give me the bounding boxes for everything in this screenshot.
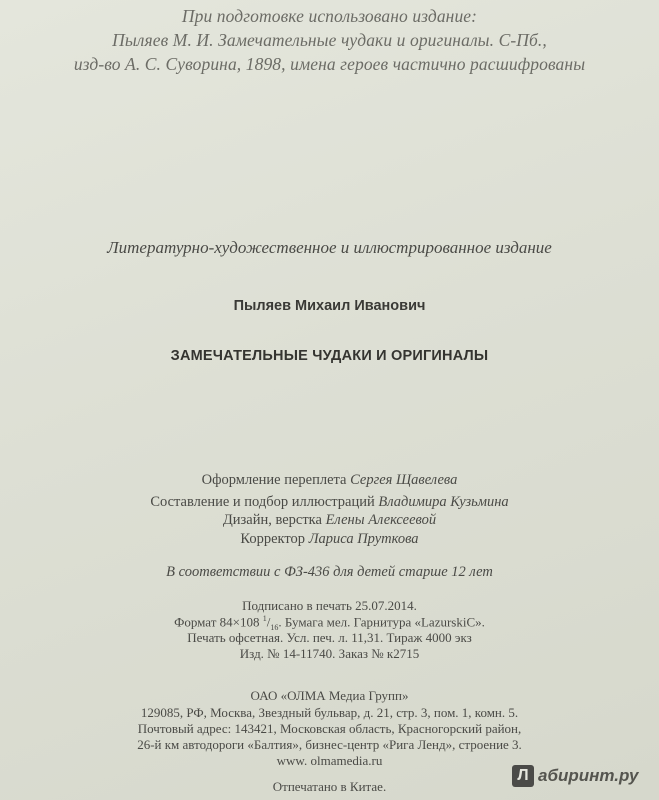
publisher-address2: Почтовый адрес: 143421, Московская область, Красногорский район, — [137, 721, 522, 736]
credit-person: Елены Алексеевой — [325, 512, 437, 528]
publisher-name: ОАО «ОЛМА Медиа Групп» — [250, 688, 409, 703]
credit-person: Сергея Щавелева — [350, 472, 458, 488]
author-name: Пыляев Михаил Иванович — [233, 298, 426, 314]
credit-illustrations — [0, 494, 659, 511]
format-prefix: Формат 84×108 — [174, 614, 263, 630]
imprint-order: Изд. № 14-11740. Заказ № к2715 — [239, 646, 420, 661]
imprint-format: Формат 84×108 $^1/_{16}$. Бумага мел. Гарнитура «LazurskiC». — [174, 614, 485, 632]
credit-person: Владимира Кузьмина — [378, 494, 509, 510]
credit-design — [0, 512, 659, 529]
credit-label: Дизайн, верстка — [222, 512, 326, 528]
credit-proofreader — [0, 531, 659, 548]
credit-label: Оформление переплета — [201, 472, 351, 488]
format-suffix: . Бумага мел. Гарнитура «LazurskiC». — [278, 614, 485, 630]
credit-label: Корректор — [240, 531, 309, 547]
credit-binding — [0, 472, 659, 489]
labirint-logo-icon: Л — [512, 765, 534, 787]
watermark-text: абиринт.ру — [538, 766, 639, 785]
format-denominator: 16 — [270, 622, 279, 632]
printed-in: Отпечатано в Китае. — [272, 779, 387, 794]
publisher-address3: 26-й км автодороги «Балтия», бизнес-центр «Рига Ленд», строение 3. — [137, 737, 522, 752]
edition-genre: Литературно-художественное и иллюстрированное издание — [107, 238, 552, 257]
imprint-print: Печать офсетная. Усл. печ. л. 11,31. Тираж 4000 экз — [187, 630, 472, 645]
imprint-signed: Подписано в печать 25.07.2014. — [242, 598, 417, 613]
watermark — [512, 764, 652, 788]
source-note-line3: изд-во А. С. Суворина, 1898, имена героев частично расшифрованы — [73, 54, 586, 74]
publisher-website: www. olmamedia.ru — [276, 753, 383, 768]
book-title: ЗАМЕЧАТЕЛЬНЫЕ ЧУДАКИ И ОРИГИНАЛЫ — [170, 348, 489, 364]
credit-person: Лариса Пруткова — [308, 531, 419, 547]
age-restriction-notice: В соответствии с ФЗ-436 для детей старше 12 лет — [166, 564, 493, 580]
source-note-line1: При подготовке использовано издание: — [181, 6, 478, 26]
format-numerator: 1 — [262, 614, 267, 623]
source-note-line2: Пыляев М. И. Замечательные чудаки и оригиналы. С-Пб., — [112, 30, 547, 50]
credit-label: Составление и подбор иллюстраций — [150, 494, 379, 510]
publisher-address1: 129085, РФ, Москва, Звездный бульвар, д. 21, стр. 3, пом. 1, комн. 5. — [140, 705, 519, 720]
